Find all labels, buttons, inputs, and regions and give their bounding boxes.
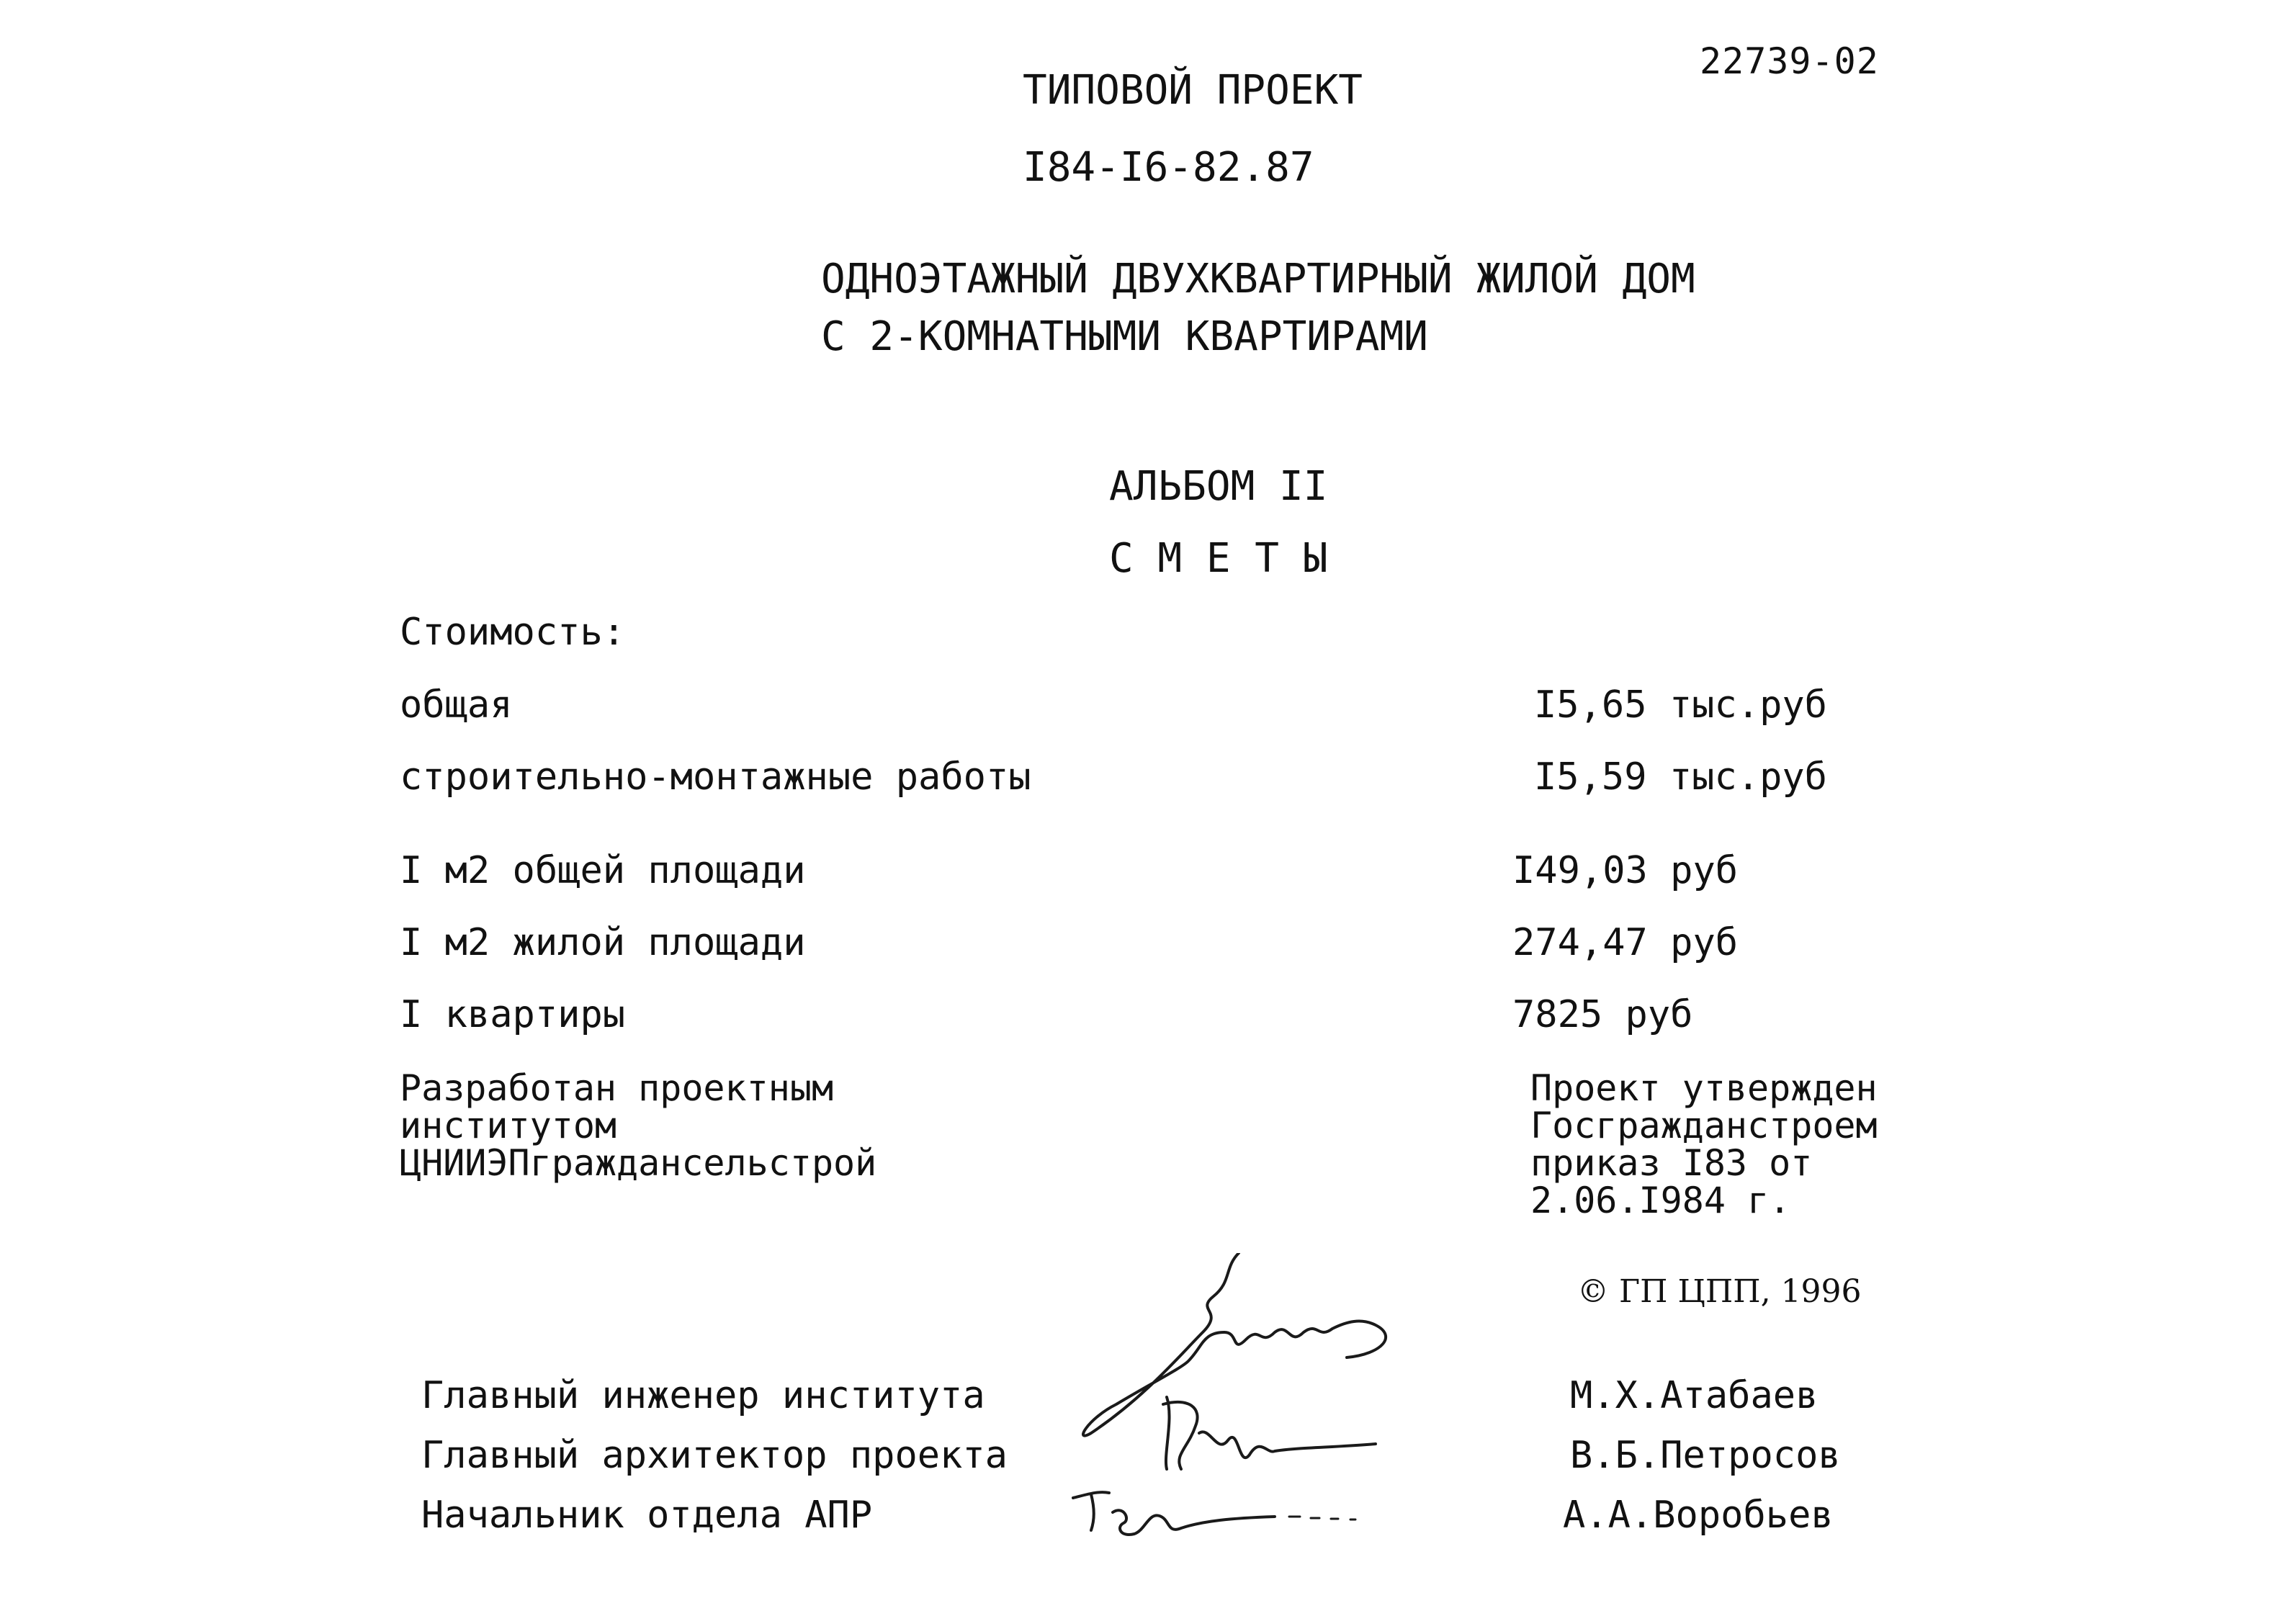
cost-row-label: I квартиры — [400, 993, 626, 1036]
cost-row-value: I5,65 тыс.руб — [1534, 683, 1827, 727]
title-line-1: ОДНОЭТАЖНЫЙ ДВУХКВАРТИРНЫЙ ЖИЛОЙ ДОМ — [821, 256, 1695, 302]
cost-row-label: I м2 жилой площади — [400, 921, 806, 964]
signatory-name: М.Х.Атабаев — [1570, 1374, 1819, 1417]
cost-row-label: общая — [400, 683, 513, 727]
title-line-2: С 2-КОМНАТНЫМИ КВАРТИРАМИ — [821, 313, 1428, 360]
approval-block — [1530, 1069, 1878, 1219]
signatory-role: Главный архитектор проекта — [421, 1434, 1008, 1477]
section-label: С М Е Т Ы — [1109, 535, 1328, 582]
approval-line: 2.06.I984 г. — [1530, 1180, 1791, 1221]
signature-chief-architect — [1163, 1397, 1376, 1469]
approval-line: приказ I83 от — [1530, 1142, 1813, 1184]
doc-number: 22739-02 — [1700, 40, 1879, 82]
approval-line: Госгражданстроем — [1530, 1105, 1878, 1146]
developer-block — [400, 1069, 876, 1182]
cost-row-label: I м2 общей площади — [400, 849, 806, 892]
signature-chief-engineer — [1083, 1253, 1386, 1436]
copyright-stamp: © ГП ЦПП, 1996 — [1577, 1273, 1862, 1310]
handwritten-signatures — [1059, 1253, 1433, 1570]
project-code: I84-I6-82.87 — [1023, 144, 1314, 191]
signatory-role: Начальник отдела АПР — [421, 1494, 873, 1537]
cost-row-value: I49,03 руб — [1512, 849, 1739, 892]
developer-line: Разработан проектным — [400, 1067, 834, 1109]
signatory-name: А.А.Воробьев — [1563, 1494, 1834, 1537]
developer-line: ЦНИИЭПграждансельстрой — [400, 1142, 877, 1184]
cost-row-value: I5,59 тыс.руб — [1534, 755, 1827, 799]
signatory-role: Главный инженер института — [421, 1374, 985, 1417]
cost-row-label: строительно-монтажные работы — [400, 755, 1031, 799]
album-label: АЛЬБОМ II — [1109, 463, 1328, 510]
cost-row-value: 7825 руб — [1512, 993, 1693, 1036]
signatory-name: В.Б.Петросов — [1570, 1434, 1841, 1477]
cost-row-value: 274,47 руб — [1512, 921, 1739, 964]
cost-heading: Стоимость: — [400, 611, 626, 654]
developer-line: институтом — [400, 1105, 617, 1146]
project-type: ТИПОВОЙ ПРОЕКТ — [1023, 67, 1363, 114]
approval-line: Проект утвержден — [1530, 1067, 1878, 1109]
signature-department-head — [1073, 1492, 1275, 1535]
